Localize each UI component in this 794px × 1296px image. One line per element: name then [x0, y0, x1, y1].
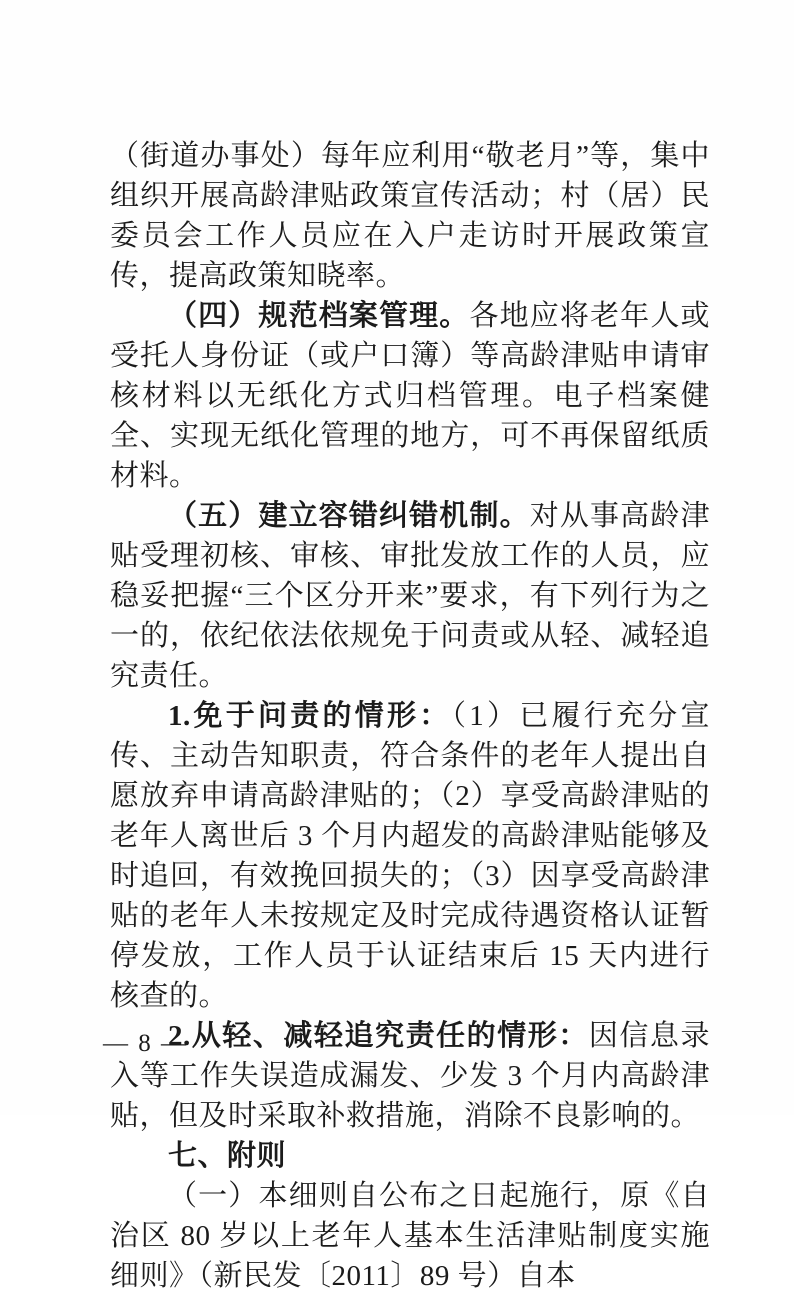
bold-lead-in: 1.免于问责的情形：: [168, 700, 452, 732]
bold-lead-in: 2.从轻、减轻追究责任的情形：: [168, 1020, 589, 1052]
paragraph: [110, 1176, 710, 1296]
body-text: 对从事高龄津贴受理初核、审核、审批发放工作的人员，应稳妥把握“三个区分开来”要求，有下列行为之一的，依纪依法依规免于问责或从轻、减轻追究责任。: [110, 500, 710, 692]
paragraph: [110, 136, 710, 296]
bold-lead-in: 七、附则: [168, 1140, 287, 1172]
page-number: — 8 —: [103, 1030, 188, 1057]
body-text: 因信息录入等工作失误造成漏发、少发 3 个月内高龄津贴，但及时采取补救措施，消除不良影响的。: [110, 1020, 710, 1132]
document-body: [110, 136, 710, 1296]
paragraph: [110, 296, 710, 496]
paragraph: [110, 1016, 710, 1136]
body-text: （1）已履行充分宣传、主动告知职责，符合条件的老年人提出自愿放弃申请高龄津贴的；（2）享受高龄津贴的老年人离世后 3 个月内超发的高龄津贴能够及时追回，有效挽回损失的；（3）因享受高龄津贴的老年人未按规定及时完成待遇资格认证暂停发放，工作人员于认证结束后 15 天内进行核查的。: [110, 700, 710, 1012]
paragraph: [110, 496, 710, 696]
body-text: （街道办事处）每年应利用“敬老月”等，集中组织开展高龄津贴政策宣传活动；村（居）民委员会工作人员应在入户走访时开展政策宣传，提高政策知晓率。: [110, 140, 710, 292]
paragraph: [110, 696, 710, 1016]
body-text: 各地应将老年人或受托人身份证（或户口簿）等高龄津贴申请审核材料以无纸化方式归档管理。电子档案健全、实现无纸化管理的地方，可不再保留纸质材料。: [110, 300, 710, 492]
body-text: （一）本细则自公布之日起施行，原《自治区 80 岁以上老年人基本生活津贴制度实施细则》（新民发〔2011〕89 号）自本: [110, 1180, 710, 1292]
bold-lead-in: （五）建立容错纠错机制。: [168, 500, 530, 532]
bold-lead-in: （四）规范档案管理。: [168, 300, 470, 332]
section-heading: [110, 1136, 710, 1176]
